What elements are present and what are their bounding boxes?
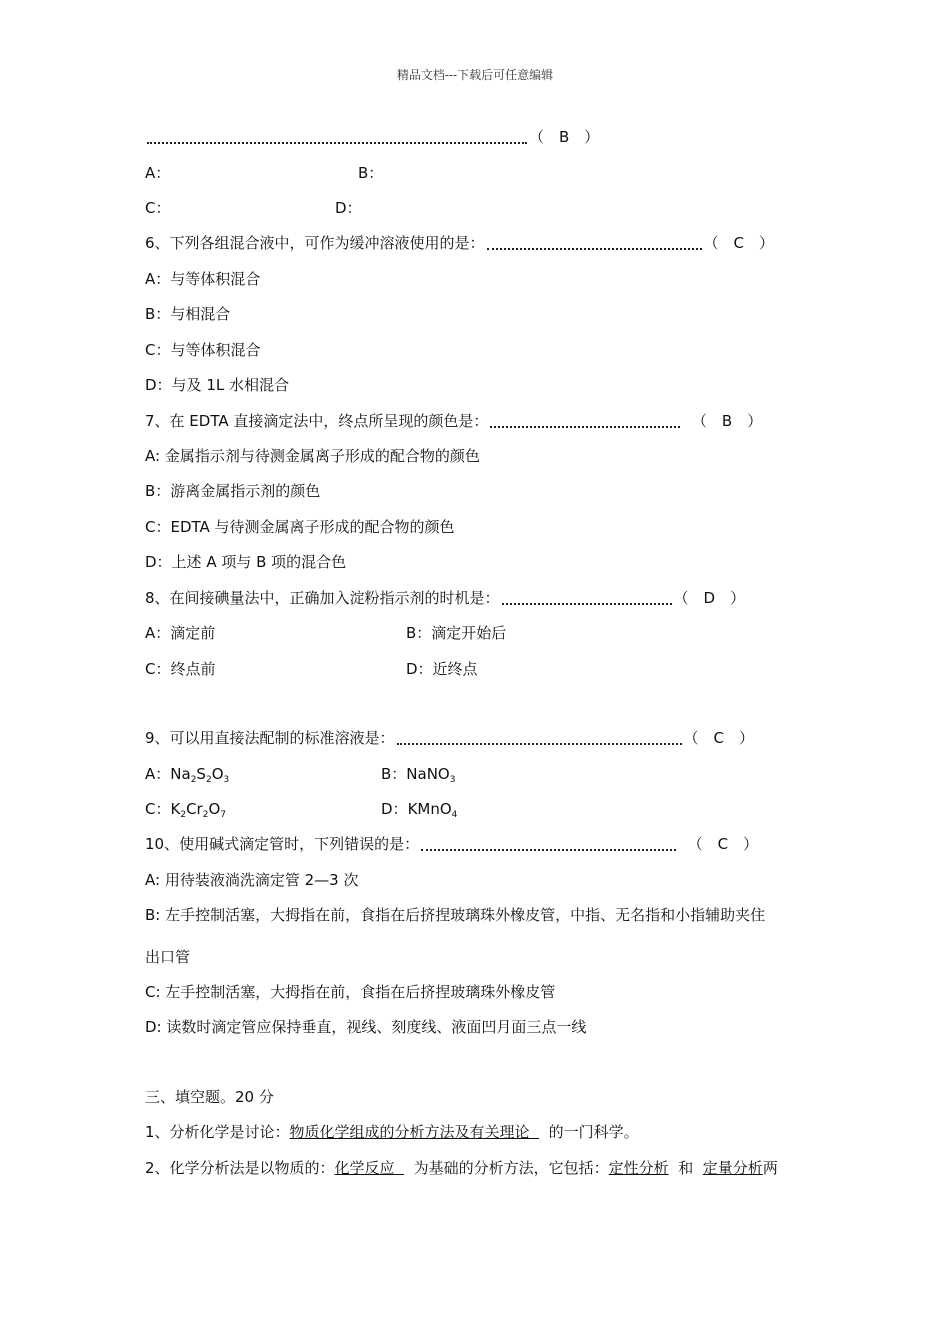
leader-dots	[421, 839, 676, 851]
q5-option-c: C：	[145, 199, 171, 217]
q6-option-c: C：与等体积混合	[145, 341, 261, 359]
leader-dots	[502, 593, 672, 605]
fill-question-2	[145, 1158, 778, 1178]
q5-option-d: D：	[335, 199, 362, 217]
fill2-answer-1: 化学反应	[334, 1159, 395, 1177]
q6-option-a: A：与等体积混合	[145, 270, 261, 288]
q9-option-a-label: A：	[145, 765, 171, 783]
page-header: 精品文档---下载后可任意编辑	[396, 68, 554, 82]
q10-option-a: A: 用待装液淌洗滴定管 2—3 次	[145, 871, 359, 889]
q6-option-d: D：与及 1L 水相混合	[145, 376, 289, 394]
formula-part: O	[211, 765, 224, 783]
q9-option-b	[381, 764, 455, 790]
q9-stem-line	[145, 728, 754, 748]
q10-option-c: C: 左手控制活塞，大拇指在前，食指在后挤捏玻璃珠外橡皮管	[145, 983, 556, 1001]
leader-dots	[397, 733, 682, 745]
fill2-and: 和	[678, 1159, 694, 1177]
formula-subscript: 2	[205, 775, 212, 785]
q7-option-a: A: 金属指示剂与待测金属离子形成的配合物的颜色	[145, 447, 480, 465]
fill1-suffix: 的一门科学。	[548, 1123, 639, 1141]
formula-subscript: 3	[223, 775, 230, 785]
q8-stem: 8、在间接碘量法中，正确加入淀粉指示剂的时机是：	[145, 589, 500, 607]
q7-option-b: B：游离金属指示剂的颜色	[145, 482, 321, 500]
q10-stem-line	[145, 834, 758, 854]
q8-option-d: D：近终点	[406, 660, 478, 678]
q10-answer: （ C ）	[687, 835, 759, 853]
formula-part: K	[170, 800, 181, 818]
formula-subscript: 2	[202, 810, 209, 820]
q9-option-b-label: B：	[381, 765, 407, 783]
fill2-answer-2: 定性分析	[608, 1159, 669, 1177]
q8-stem-line	[145, 588, 745, 608]
q5-answer-line	[145, 127, 599, 147]
q7-stem-line	[145, 411, 762, 431]
fill1-prefix: 1、分析化学是讨论：	[145, 1123, 290, 1141]
q9-option-d	[381, 799, 457, 825]
q9-option-c-label: C：	[145, 800, 171, 818]
fill-question-1	[145, 1122, 639, 1142]
q8-option-c: C：终点前	[145, 660, 216, 678]
section3-title: 三、填空题。20 分	[145, 1088, 274, 1106]
q9-option-c	[145, 799, 226, 825]
q8-answer: （ D ）	[673, 589, 746, 607]
formula-subscript: 3	[449, 775, 456, 785]
q5-option-a: A：	[145, 164, 171, 182]
leader-dots	[147, 132, 527, 144]
formula-subscript: 2	[190, 775, 197, 785]
q5-option-b: B：	[358, 164, 384, 182]
formula-part: NaNO	[406, 765, 450, 783]
q6-stem-line	[145, 233, 774, 253]
leader-dots	[490, 416, 680, 428]
fill2-answer-3: 定量分析	[702, 1159, 763, 1177]
formula-part: Cr	[186, 800, 203, 818]
fill2-prefix: 2、化学分析法是以物质的：	[145, 1159, 335, 1177]
q10-option-d: D: 读数时滴定管应保持垂直，视线、刻度线、液面凹月面三点一线	[145, 1018, 587, 1036]
fill1-answer: 物质化学组成的分析方法及有关理论	[289, 1123, 530, 1141]
q8-option-b: B：滴定开始后	[406, 624, 507, 642]
q7-option-c: C：EDTA 与待测金属离子形成的配合物的颜色	[145, 518, 455, 536]
q7-stem: 7、在 EDTA 直接滴定法中，终点所呈现的颜色是：	[145, 412, 489, 430]
q9-option-a	[145, 764, 229, 790]
q5-answer: （ B ）	[529, 128, 600, 146]
fill2-suffix: 两	[762, 1159, 778, 1177]
formula-subscript: 7	[220, 810, 226, 820]
formula-part: O	[208, 800, 221, 818]
q9-answer: （ C ）	[683, 729, 755, 747]
formula-subscript: 4	[451, 810, 458, 820]
q6-stem: 6、下列各组混合液中，可作为缓冲溶液使用的是：	[145, 234, 485, 252]
q9-option-d-label: D：	[381, 800, 408, 818]
formula-part: KMnO	[407, 800, 452, 818]
q7-option-d: D：上述 A 项与 B 项的混合色	[145, 553, 347, 571]
q9-stem: 9、可以用直接法配制的标准溶液是：	[145, 729, 395, 747]
q7-answer: （ B ）	[691, 412, 763, 430]
leader-dots	[487, 238, 702, 250]
fill2-middle: 为基础的分析方法，它包括：	[413, 1159, 609, 1177]
formula-part: Na	[170, 765, 191, 783]
q8-option-a: A：滴定前	[145, 624, 216, 642]
q10-option-b-cont: 出口管	[145, 948, 191, 966]
formula-part: S	[196, 765, 206, 783]
q6-answer: （ C ）	[703, 234, 775, 252]
q10-option-b: B: 左手控制活塞，大拇指在前，食指在后挤捏玻璃珠外橡皮管，中指、无名指和小指辅助夹住	[145, 906, 766, 924]
q10-stem: 10、使用碱式滴定管时，下列错误的是：	[145, 835, 420, 853]
formula-subscript: 2	[180, 810, 187, 820]
q6-option-b: B：与相混合	[145, 305, 231, 323]
